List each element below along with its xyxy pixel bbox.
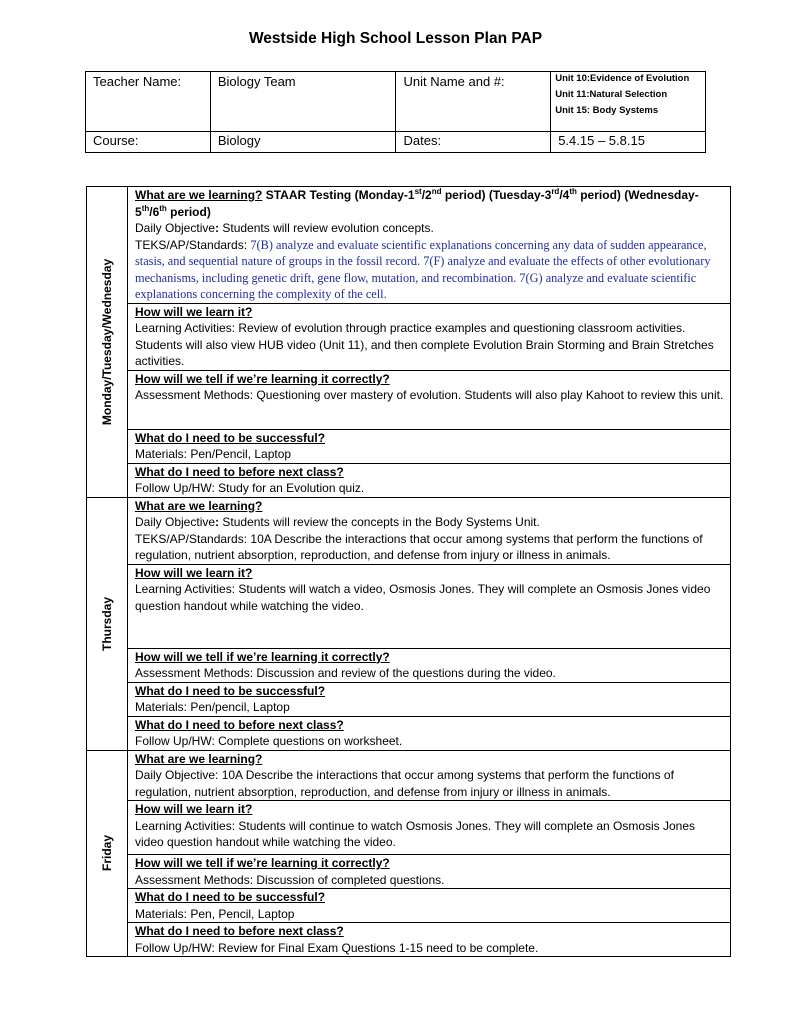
unit-name-label: Unit Name and #: <box>396 72 551 132</box>
learn-section <box>128 303 731 370</box>
materials: Materials: Pen/pencil, Laptop <box>135 700 290 714</box>
unit-item: Unit 11:Natural Selection <box>555 89 668 100</box>
unit-item: Unit 15: Body Systems <box>555 105 659 116</box>
learning-section <box>128 750 731 801</box>
course-label: Course: <box>86 132 211 153</box>
teks-standards: TEKS/AP/Standards: 10A Describe the interactions that occur among systems that perform the functions of regulation, nutrient absorption, reproduction, and defense from injury or illness in animals. <box>135 531 703 562</box>
daily-objective: Daily Objective: Students will review evolution concepts. <box>135 221 434 235</box>
followup-heading: What do I need to before next class? <box>135 464 344 479</box>
materials: Materials: Pen, Pencil, Laptop <box>135 906 295 921</box>
dates-label: Dates: <box>396 132 551 153</box>
materials-heading: What do I need to be successful? <box>135 430 326 445</box>
followup: Follow Up/HW: Study for an Evolution quiz. <box>135 481 365 495</box>
day-label: Thursday <box>100 596 114 651</box>
learning-heading: What are we learning? <box>135 751 263 766</box>
materials-section <box>128 682 731 716</box>
teacher-name-label: Teacher Name: <box>86 72 211 132</box>
day-cell-friday <box>87 750 128 957</box>
day-cell-thursday <box>87 497 128 750</box>
course-value: Biology <box>210 132 396 153</box>
followup: Follow Up/HW: Complete questions on worksheet. <box>135 734 403 748</box>
followup-section <box>128 463 731 497</box>
page-title: Westside High School Lesson Plan PAP <box>248 30 543 47</box>
materials: Materials: Pen/Pencil, Laptop <box>135 447 292 461</box>
followup-heading: What do I need to before next class? <box>135 717 344 732</box>
learning-activities: Learning Activities: Review of evolution through practice examples and questioning classroom activities. Students will also view HUB video (Unit 11), and then complete Evolution Brain Storming and Brain Stretches activities. <box>135 321 714 368</box>
learning-section <box>128 187 731 304</box>
assessment-methods: Assessment Methods: Questioning over mastery of evolution. Students will also play Kahoot to review this unit. <box>135 388 724 402</box>
learn-heading: How will we learn it? <box>135 304 253 319</box>
daily-objective: Daily Objective: 10A Describe the interactions that occur among systems that perform the functions of regulation, nutrient absorption, reproduction, and defense from injury or illness in animals. <box>135 768 674 799</box>
day-cell-mon-wed <box>87 187 128 498</box>
teks-standards: TEKS/AP/Standards: 7(B) analyze and evaluate scientific explanations concerning any data of sudden appearance, stasis, and sequential nature of groups in the fossil record. 7(F) analyze and evaluate the effects of other evolutionary mechanisms, including genetic drift, gene flow, mutation, and recombination. 7(G) analyze and evaluate scientific explanations concerning the complexity of the cell. <box>135 237 711 301</box>
assessment-methods: Assessment Methods: Discussion of completed questions. <box>135 872 445 887</box>
learn-section <box>128 801 731 855</box>
learning-heading: What are we learning? <box>135 498 263 513</box>
learn-heading: How will we learn it? <box>135 802 253 816</box>
day-label: Monday/Tuesday/Wednesday <box>100 258 114 425</box>
assessment-heading: How will we tell if we’re learning it correctly? <box>135 856 390 870</box>
unit-item: Unit 10:Evidence of Evolution <box>555 73 690 84</box>
assessment-section <box>128 855 731 889</box>
assessment-section <box>128 648 731 682</box>
materials-heading: What do I need to be successful? <box>135 683 326 698</box>
materials-section <box>128 889 731 923</box>
assessment-heading: How will we tell if we’re learning it correctly? <box>135 649 390 664</box>
learning-heading: What are we learning? STAAR Testing (Monday-1st/2nd period) (Tuesday-3rd/4th period) (Wednesday-5th/6th period) <box>135 187 699 219</box>
header-table <box>85 71 706 153</box>
daily-objective: Daily Objective: Students will review the concepts in the Body Systems Unit. <box>135 515 540 529</box>
dates-value: 5.4.15 – 5.8.15 <box>551 132 706 153</box>
learning-section <box>128 497 731 564</box>
followup: Follow Up/HW: Review for Final Exam Questions 1-15 need to be complete. <box>135 940 539 955</box>
materials-section <box>128 429 731 463</box>
teacher-name-value: Biology Team <box>210 72 396 132</box>
materials-heading: What do I need to be successful? <box>135 890 326 904</box>
learning-activities: Learning Activities: Students will watch a video, Osmosis Jones. They will complete an Osmosis Jones video question handout while watching the video. <box>135 582 711 613</box>
learning-activities: Learning Activities: Students will continue to watch Osmosis Jones. They will complete an Osmosis Jones video question handout while watching the video. <box>135 818 696 849</box>
assessment-methods: Assessment Methods: Discussion and review of the questions during the video. <box>135 666 556 680</box>
lesson-plan-table <box>86 186 731 957</box>
learn-section <box>128 564 731 648</box>
followup-heading: What do I need to before next class? <box>135 924 344 938</box>
learn-heading: How will we learn it? <box>135 565 253 580</box>
unit-list <box>551 72 706 132</box>
day-label: Friday <box>100 835 114 872</box>
assessment-heading: How will we tell if we’re learning it correctly? <box>135 371 390 386</box>
assessment-section <box>128 370 731 429</box>
followup-section <box>128 923 731 957</box>
followup-section <box>128 716 731 750</box>
